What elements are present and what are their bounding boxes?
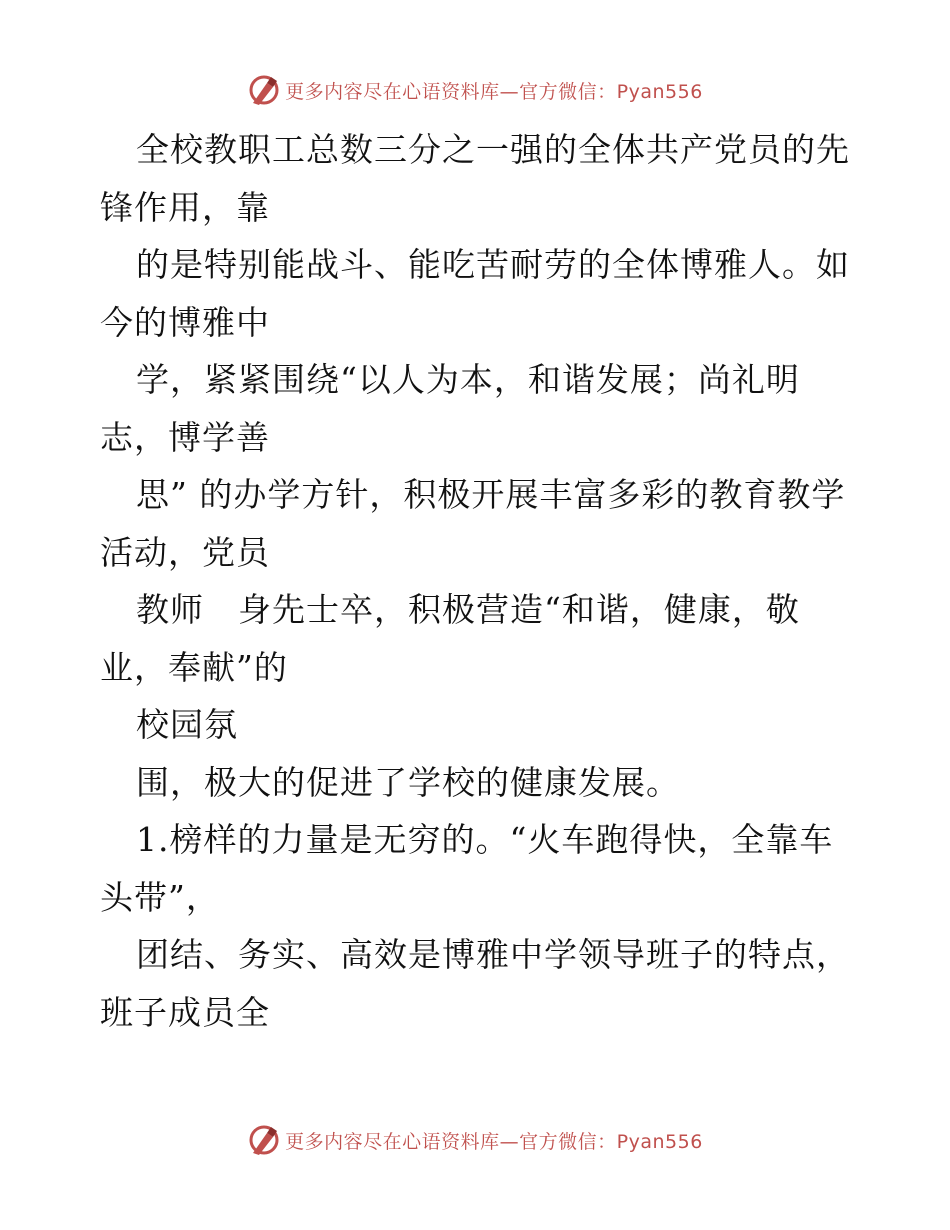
- footer-banner: [0, 1120, 950, 1160]
- paragraph: 1.榜样的力量是无穷的。“火车跑得快，全靠车头带”，: [100, 820, 834, 917]
- pen-logo-icon: [247, 73, 281, 107]
- paragraph: 教师 身先士卒，积极营造“和谐，健康，敬业，奉献”的: [100, 590, 800, 687]
- paragraph: 围，极大的促进了学校的健康发展。: [136, 762, 680, 802]
- header-banner-text[interactable]: 更多内容尽在心语资料库—官方微信：Pyan556: [285, 80, 703, 103]
- paragraph: 的是特别能战斗、能吃苦耐劳的全体博雅人。如今的博雅中: [100, 245, 850, 342]
- paragraph: 校园氛: [136, 705, 238, 744]
- body-text: [100, 121, 860, 1041]
- paragraph: 学，紧紧围绕“以人为本，和谐发展；尚礼明志，博学善: [100, 360, 800, 457]
- header-banner: [0, 70, 950, 110]
- paragraph: 全校教职工总数三分之一强的全体共产党员的先锋作用，靠: [100, 130, 850, 227]
- paragraph: 团结、务实、高效是博雅中学领导班子的特点，班子成员全: [100, 935, 850, 1032]
- footer-banner-text[interactable]: 更多内容尽在心语资料库—官方微信：Pyan556: [285, 1130, 703, 1153]
- pen-logo-icon: [247, 1123, 281, 1157]
- paragraph: 思” 的办学方针，积极开展丰富多彩的教育教学活动，党员: [100, 475, 846, 572]
